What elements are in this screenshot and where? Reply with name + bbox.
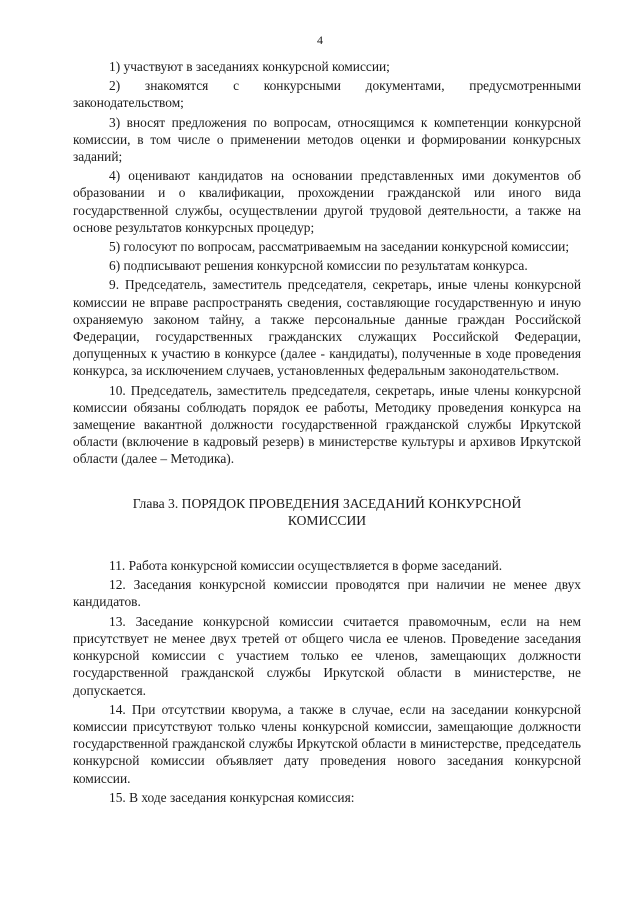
document-body	[73, 58, 581, 808]
chapter-heading-line: Глава 3. ПОРЯДОК ПРОВЕДЕНИЯ ЗАСЕДАНИЙ КОНКУРСНОЙ	[132, 495, 522, 511]
chapter-heading-line: КОМИССИИ	[287, 512, 367, 528]
paragraph: 2) знакомятся с конкурсными документами, предусмотренными законодательством;	[73, 78, 581, 111]
paragraph: 10. Председатель, заместитель председателя, секретарь, иные члены конкурсной комиссии обязаны соблюдать порядок ее работы, Методику проведения конкурса на замещение вакантной должности государственной гражданской службы Иркутской области (включение в кадровый резерв) в министерстве культуры и архивов Иркутской области (далее – Методика).	[73, 382, 581, 467]
paragraph: 12. Заседания конкурсной комиссии проводятся при наличии не менее двух кандидатов.	[73, 577, 581, 610]
paragraph: 11. Работа конкурсной комиссии осуществляется в форме заседаний.	[109, 558, 503, 574]
paragraph: 6) подписывают решения конкурсной комиссии по результатам конкурса.	[109, 258, 528, 274]
paragraph: 15. В ходе заседания конкурсная комиссия:	[109, 789, 355, 805]
paragraph: 14. При отсутствии кворума, а также в случае, если на заседании конкурсной комиссии присутствуют только члены конкурсной комиссии, замещающие должности государственной гражданской службы Иркутской области в министерстве, председатель конкурсной комиссии объявляет дату проведения нового заседания конкурсной комиссии.	[73, 701, 581, 786]
paragraph: 4) оценивают кандидатов на основании представленных ими документов об образовании и о квалификации, прохождении гражданской или иного вида государственной службы, осуществлении другой трудовой деятельности, а также на основе результатов конкурсных процедур;	[73, 168, 581, 235]
page-number: 4	[317, 33, 323, 47]
paragraph: 13. Заседание конкурсной комиссии считается правомочным, если на нем присутствует не менее двух третей от общего числа ее членов. Проведение заседания конкурсной комиссии с участием только ее членов, замещающих должности государственной гражданской службы Иркутской области в министерстве, не допускается.	[73, 613, 581, 698]
chapter-heading	[73, 495, 581, 529]
paragraph: 5) голосуют по вопросам, рассматриваемым на заседании конкурсной комиссии;	[109, 239, 570, 255]
paragraph: 1) участвуют в заседаниях конкурсной комиссии;	[109, 59, 390, 74]
paragraph: 3) вносят предложения по вопросам, относящимся к компетенции конкурсной комиссии, в том числе о применении методов оценки и формировании конкурсных заданий;	[73, 114, 581, 165]
paragraph: 9. Председатель, заместитель председателя, секретарь, иные члены конкурсной комиссии не вправе распространять сведения, составляющие государственную и иную охраняемую законом тайну, а также персональные данные граждан Российской Федерации, государственных гражданских служащих Российской Федерации, допущенных к участию в конкурсе (далее - кандидаты), полученные в ходе проведения конкурса, за исключением случаев, установленных федеральным законодательством.	[73, 277, 581, 379]
